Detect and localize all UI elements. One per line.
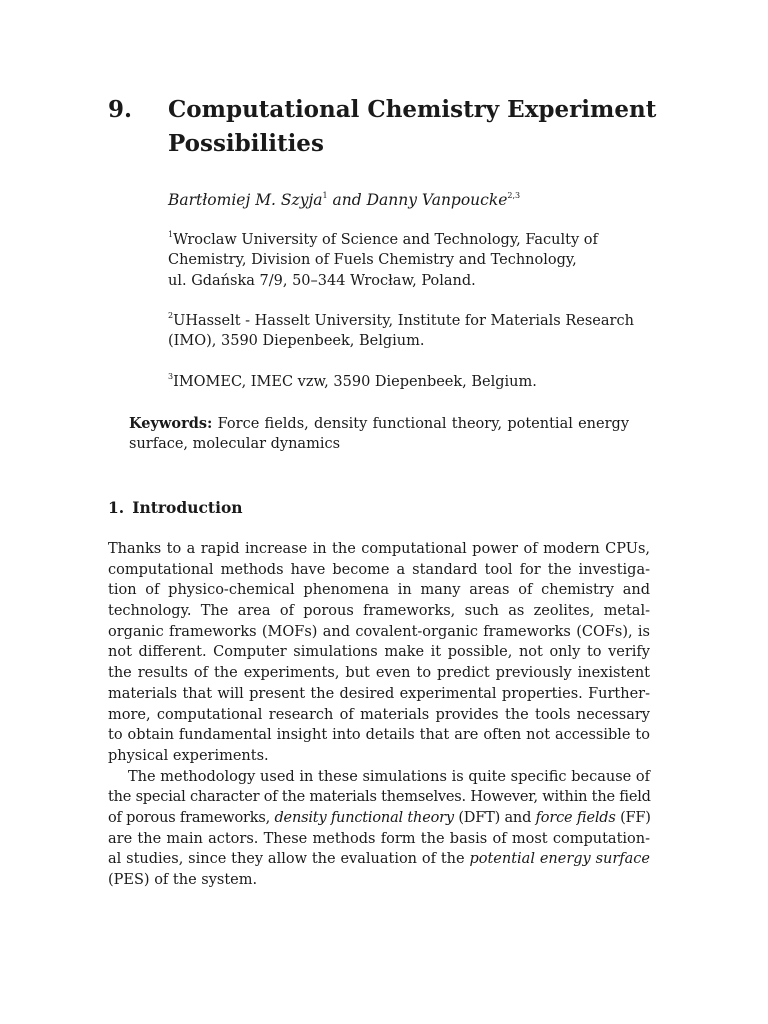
author-connector: and bbox=[327, 191, 367, 209]
author-name: Bartłomiej M. Szyja bbox=[168, 191, 323, 209]
chapter-title-line: Computational Chemistry Experiment bbox=[168, 96, 657, 123]
paragraph-line: the results of the experiments, but even to predict previously inexistent bbox=[108, 665, 650, 682]
text-run: of porous frameworks, bbox=[108, 809, 275, 826]
chapter-number: 9. bbox=[108, 96, 133, 123]
emphasis-term: potential energy surface bbox=[469, 851, 651, 868]
keywords-text: Force fields, density functional theory, potential energy bbox=[217, 416, 630, 432]
chapter-heading bbox=[108, 93, 668, 161]
affiliation-marker: 3 bbox=[168, 372, 174, 381]
paragraph-line: more, computational research of materials provides the tools necessary bbox=[108, 706, 650, 723]
paragraph-line: the special character of the materials themselves. However, within the field bbox=[108, 789, 651, 806]
affiliation-line bbox=[168, 372, 638, 392]
section-heading bbox=[108, 497, 243, 519]
affiliation-3 bbox=[168, 372, 638, 392]
author-list bbox=[168, 189, 520, 211]
paragraph-line: tion of physico-chemical phenomena in many areas of chemistry and bbox=[108, 582, 650, 599]
paragraph-line: are the main actors. These methods form the basis of most computation- bbox=[108, 830, 650, 847]
keywords-label: Keywords: bbox=[129, 415, 213, 432]
affiliation-1 bbox=[168, 230, 638, 291]
affiliation-line bbox=[168, 311, 638, 331]
paragraph-line: materials that will present the desired experimental properties. Further- bbox=[108, 685, 650, 702]
affiliation-line: (IMO), 3590 Diepenbeek, Belgium. bbox=[168, 333, 425, 350]
keywords-line bbox=[129, 414, 629, 434]
text-run: al studies, since they allow the evaluation of the bbox=[108, 851, 470, 868]
affiliation-text: UHasselt - Hasselt University, Institute for Materials Research bbox=[173, 313, 634, 329]
keywords-line: surface, molecular dynamics bbox=[129, 436, 341, 453]
affiliation-line: ul. Gdańska 7/9, 50–344 Wrocław, Poland. bbox=[168, 272, 476, 289]
chapter-title bbox=[168, 93, 668, 161]
author-affiliation-marker: 1 bbox=[322, 191, 328, 200]
keywords-block bbox=[129, 414, 629, 455]
paragraph-line: (PES) of the system. bbox=[108, 872, 258, 888]
section-number: 1. bbox=[108, 498, 125, 517]
affiliation-marker: 1 bbox=[168, 230, 174, 239]
affiliation-marker: 2 bbox=[168, 311, 174, 320]
affiliation-text: Wroclaw University of Science and Technology, Faculty of bbox=[173, 232, 598, 248]
emphasis-term: force fields bbox=[535, 809, 616, 826]
text-run: (FF) bbox=[615, 809, 651, 826]
paragraph-line: not different. Computer simulations make it possible, not only to verify bbox=[108, 644, 650, 661]
section-title: Introduction bbox=[132, 498, 243, 517]
paragraph-line bbox=[108, 808, 650, 829]
affiliation-line bbox=[168, 230, 638, 250]
author-name: Danny Vanpoucke bbox=[366, 191, 508, 209]
paragraph-line: The methodology used in these simulations is quite specific because of bbox=[128, 768, 650, 785]
affiliation-line: Chemistry, Division of Fuels Chemistry and Technology, bbox=[168, 252, 577, 269]
paragraph-line bbox=[108, 849, 650, 870]
paragraph-line: physical experiments. bbox=[108, 747, 269, 764]
text-run: (DFT) and bbox=[453, 809, 536, 826]
author-affiliation-marker: 2,3 bbox=[507, 191, 521, 200]
paragraph-line: to obtain fundamental insight into details that are often not accessible to bbox=[108, 727, 650, 744]
paragraph-line: organic frameworks (MOFs) and covalent-organic frameworks (COFs), is bbox=[108, 623, 650, 640]
emphasis-term: density functional theory bbox=[274, 809, 454, 826]
body-text bbox=[108, 539, 650, 891]
paragraph-line: Thanks to a rapid increase in the computational power of modern CPUs, bbox=[108, 541, 650, 557]
paragraph-line: computational methods have become a standard tool for the investiga- bbox=[108, 561, 650, 578]
paragraph-line: technology. The area of porous frameworks, such as zeolites, metal- bbox=[108, 603, 650, 620]
affiliation-text: IMOMEC, IMEC vzw, 3590 Diepenbeek, Belgium. bbox=[173, 374, 537, 390]
affiliation-2 bbox=[168, 311, 638, 352]
chapter-title-line: Possibilities bbox=[168, 130, 324, 157]
